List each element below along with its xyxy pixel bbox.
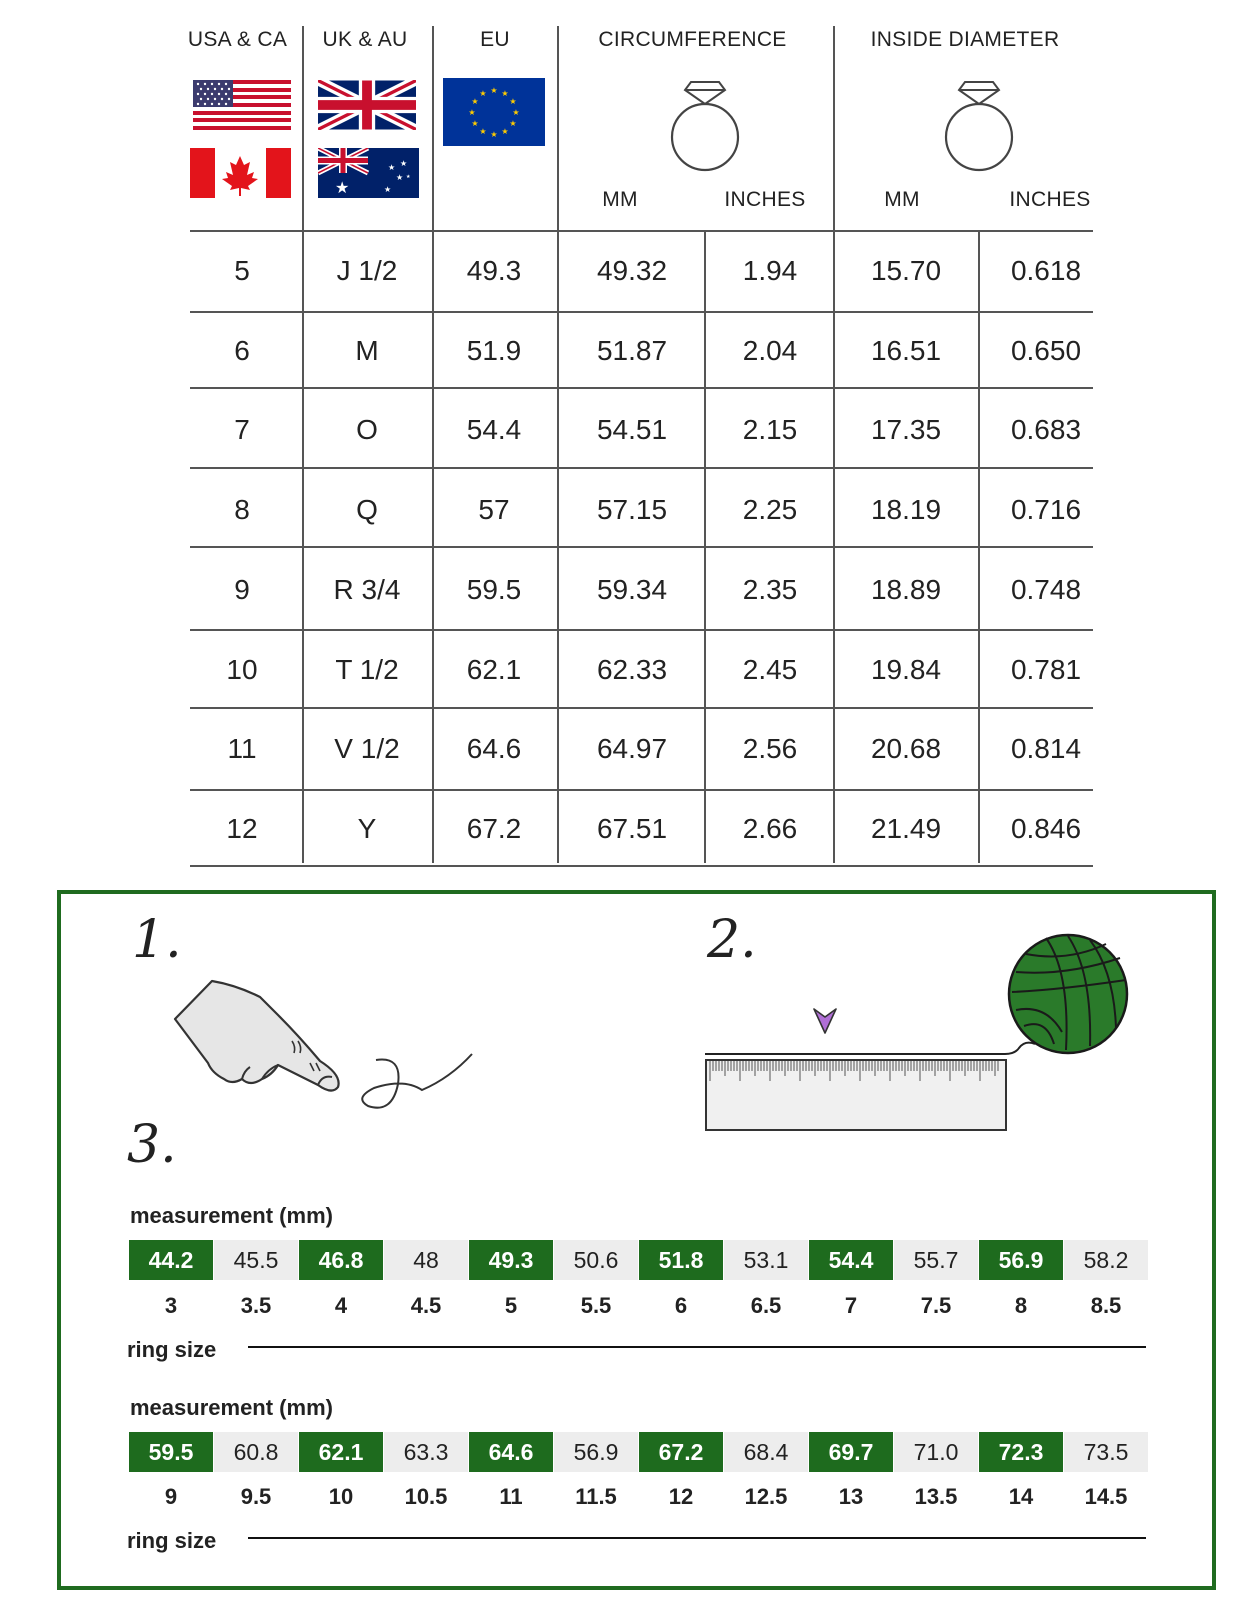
ring-size-cell: 3.5: [240, 1293, 272, 1318]
header-diam-mm: MM: [884, 188, 920, 211]
ring-size-cell: 12: [668, 1484, 694, 1509]
measurement-cell: 68.4: [724, 1432, 808, 1472]
svg-text:★: ★: [490, 86, 498, 95]
ring-size-cell: 10: [328, 1484, 354, 1509]
cell-circumference-inches: 2.25: [742, 494, 798, 525]
cell-circumference-mm: 59.34: [596, 574, 668, 605]
cell-circumference-mm: 67.51: [596, 813, 668, 844]
measurement-cell: 45.5: [214, 1240, 298, 1280]
cell-uk-size: V 1/2: [334, 733, 400, 764]
ring-size-line: [248, 1346, 1146, 1348]
marker-arrow-icon: [812, 1007, 838, 1037]
cell-uk-size: R 3/4: [333, 574, 401, 605]
cell-circumference-inches: 2.15: [742, 414, 798, 445]
ring-size-cell: 14: [1008, 1484, 1034, 1509]
row-divider: [190, 546, 1093, 548]
svg-text:★: ★: [384, 185, 392, 194]
cell-diameter-mm: 21.49: [870, 813, 942, 844]
cell-circumference-mm: 54.51: [596, 414, 668, 445]
cell-uk-size: O: [356, 414, 378, 445]
measurement-cell: 56.9: [554, 1432, 638, 1472]
cell-diameter-mm: 16.51: [870, 335, 942, 366]
svg-text:★: ★: [388, 163, 396, 172]
cell-diameter-inches: 0.748: [1010, 574, 1082, 605]
ring-icon: [939, 78, 1019, 178]
cell-uk-size: Y: [357, 813, 377, 844]
ring-size-cell: 5: [504, 1293, 518, 1318]
cell-uk-size: M: [355, 335, 379, 366]
measurement-cell: 62.1: [299, 1432, 383, 1472]
svg-text:★: ★: [509, 119, 517, 128]
header-uk-au: UK & AU: [322, 28, 408, 51]
svg-text:★: ★: [471, 97, 479, 106]
cell-us-size: 9: [234, 574, 250, 605]
cell-us-size: 10: [226, 654, 258, 685]
cell-eu-size: 49.3: [466, 255, 522, 286]
cell-us-size: 12: [226, 813, 258, 844]
header-usa-ca: USA & CA: [187, 28, 288, 51]
svg-text:★: ★: [471, 119, 479, 128]
measurement-cell: 69.7: [809, 1432, 893, 1472]
ring-size-line: [248, 1537, 1146, 1539]
cell-diameter-mm: 20.68: [870, 733, 942, 764]
canada-flag-icon: [190, 148, 291, 198]
ring-size-cell: 4: [334, 1293, 348, 1318]
svg-text:★: ★: [335, 178, 350, 197]
australia-flag-icon: [318, 148, 419, 198]
cell-diameter-inches: 0.781: [1010, 654, 1082, 685]
cell-diameter-inches: 0.618: [1010, 255, 1082, 286]
cell-circumference-inches: 2.35: [742, 574, 798, 605]
ruler-icon: [705, 1059, 1007, 1131]
measurement-cell: 56.9: [979, 1240, 1063, 1280]
ring-size-cell: 7: [844, 1293, 858, 1318]
cell-eu-size: 57: [478, 494, 510, 525]
ring-size-cell: 11.5: [575, 1484, 617, 1509]
svg-text:★: ★: [501, 89, 509, 98]
cell-diameter-inches: 0.814: [1010, 733, 1082, 764]
measurement-cell: 54.4: [809, 1240, 893, 1280]
row-divider: [190, 311, 1093, 313]
svg-text:★: ★: [479, 127, 487, 136]
ring-size-cell: 8: [1014, 1293, 1028, 1318]
measurement-cell: 63.3: [384, 1432, 468, 1472]
yarn-ball-icon: [1006, 932, 1130, 1056]
cell-diameter-inches: 0.683: [1010, 414, 1082, 445]
cell-eu-size: 62.1: [466, 654, 522, 685]
measurement-cell: 53.1: [724, 1240, 808, 1280]
step-2-label: 2.: [707, 910, 757, 970]
cell-eu-size: 59.5: [466, 574, 522, 605]
measurement-cell: 58.2: [1064, 1240, 1148, 1280]
measurement-cell: 60.8: [214, 1432, 298, 1472]
svg-text:★: ★: [501, 127, 509, 136]
measurement-label: measurement (mm): [130, 1395, 333, 1420]
cell-circumference-mm: 51.87: [596, 335, 668, 366]
row-divider: [190, 629, 1093, 631]
cell-eu-size: 54.4: [466, 414, 522, 445]
measurement-cell: 48: [384, 1240, 468, 1280]
ring-size-label: ring size: [127, 1528, 217, 1553]
measurement-cell: 44.2: [129, 1240, 213, 1280]
ring-size-cell: 13.5: [914, 1484, 958, 1509]
row-divider: [190, 789, 1093, 791]
ring-size-cell: 14.5: [1084, 1484, 1128, 1509]
cell-diameter-mm: 19.84: [870, 654, 942, 685]
cell-eu-size: 51.9: [466, 335, 522, 366]
measurement-cell: 64.6: [469, 1432, 553, 1472]
cell-diameter-mm: 18.19: [870, 494, 942, 525]
svg-text:★: ★: [406, 174, 411, 180]
measurement-cell: 55.7: [894, 1240, 978, 1280]
cell-diameter-mm: 15.70: [870, 255, 942, 286]
string-icon: [705, 1040, 1045, 1060]
ring-size-cell: 10.5: [404, 1484, 448, 1509]
cell-circumference-inches: 1.94: [742, 255, 798, 286]
eu-flag-icon: [443, 78, 545, 146]
measurement-cell: 46.8: [299, 1240, 383, 1280]
cell-circumference-inches: 2.56: [742, 733, 798, 764]
cell-diameter-inches: 0.846: [1010, 813, 1082, 844]
cell-eu-size: 67.2: [466, 813, 522, 844]
us-flag-icon: [193, 80, 291, 130]
measurement-cell: 59.5: [129, 1432, 213, 1472]
cell-eu-size: 64.6: [466, 733, 522, 764]
cell-diameter-inches: 0.650: [1010, 335, 1082, 366]
ring-size-cell: 11: [499, 1484, 523, 1509]
cell-diameter-inches: 0.716: [1010, 494, 1082, 525]
cell-circumference-mm: 64.97: [596, 733, 668, 764]
step-3-label: 3.: [127, 1115, 177, 1175]
cell-circumference-inches: 2.04: [742, 335, 798, 366]
header-circumference: CIRCUMFERENCE: [598, 28, 787, 51]
header-circ-mm: MM: [602, 188, 638, 211]
measurement-cell: 71.0: [894, 1432, 978, 1472]
hand-pointing-icon: [170, 975, 350, 1105]
step-1-label: 1.: [132, 910, 182, 970]
measurement-cell: 72.3: [979, 1432, 1063, 1472]
header-circ-inches: INCHES: [724, 188, 806, 211]
header-eu: EU: [480, 28, 510, 51]
measurement-cell: 67.2: [639, 1432, 723, 1472]
svg-text:★: ★: [509, 97, 517, 106]
cell-us-size: 6: [234, 335, 250, 366]
ring-size-cell: 6.5: [750, 1293, 782, 1318]
ring-size-cell: 3: [164, 1293, 178, 1318]
cell-circumference-mm: 62.33: [596, 654, 668, 685]
cell-circumference-inches: 2.66: [742, 813, 798, 844]
measurement-cell: 50.6: [554, 1240, 638, 1280]
svg-text:★: ★: [490, 130, 498, 139]
uk-flag-icon: [318, 80, 416, 130]
ring-size-cell: 5.5: [580, 1293, 612, 1318]
string-icon: [360, 1050, 480, 1120]
cell-circumference-mm: 57.15: [596, 494, 668, 525]
ring-size-cell: 4.5: [410, 1293, 442, 1318]
cell-us-size: 11: [227, 733, 257, 764]
svg-text:★: ★: [396, 173, 404, 182]
ring-size-cell: 13: [838, 1484, 864, 1509]
svg-text:★: ★: [400, 159, 408, 168]
row-divider: [190, 467, 1093, 469]
cell-diameter-mm: 17.35: [870, 414, 942, 445]
svg-text:★: ★: [512, 108, 520, 117]
cell-uk-size: J 1/2: [336, 255, 398, 286]
svg-text:★: ★: [468, 108, 476, 117]
svg-text:★: ★: [479, 89, 487, 98]
cell-circumference-mm: 49.32: [596, 255, 668, 286]
cell-uk-size: T 1/2: [335, 654, 399, 685]
ring-size-cell: 8.5: [1090, 1293, 1122, 1318]
header-inside-diameter: INSIDE DIAMETER: [870, 28, 1060, 51]
measurement-cell: 73.5: [1064, 1432, 1148, 1472]
ring-icon: [665, 78, 745, 178]
row-divider: [190, 865, 1093, 867]
ring-size-cell: 9.5: [240, 1484, 272, 1509]
cell-us-size: 8: [234, 494, 250, 525]
measurement-cell: 49.3: [469, 1240, 553, 1280]
ring-size-cell: 9: [164, 1484, 178, 1509]
header-diam-inches: INCHES: [1009, 188, 1091, 211]
cell-us-size: 5: [234, 255, 250, 286]
cell-us-size: 7: [234, 414, 250, 445]
ring-size-cell: 6: [674, 1293, 688, 1318]
row-divider: [190, 230, 1093, 232]
row-divider: [190, 707, 1093, 709]
ring-size-cell: 12.5: [744, 1484, 788, 1509]
ring-size-label: ring size: [127, 1337, 217, 1362]
ring-size-cell: 7.5: [920, 1293, 952, 1318]
measurement-cell: 51.8: [639, 1240, 723, 1280]
measurement-label: measurement (mm): [130, 1203, 333, 1228]
cell-diameter-mm: 18.89: [870, 574, 942, 605]
row-divider: [190, 387, 1093, 389]
cell-uk-size: Q: [356, 494, 378, 525]
cell-circumference-inches: 2.45: [742, 654, 798, 685]
